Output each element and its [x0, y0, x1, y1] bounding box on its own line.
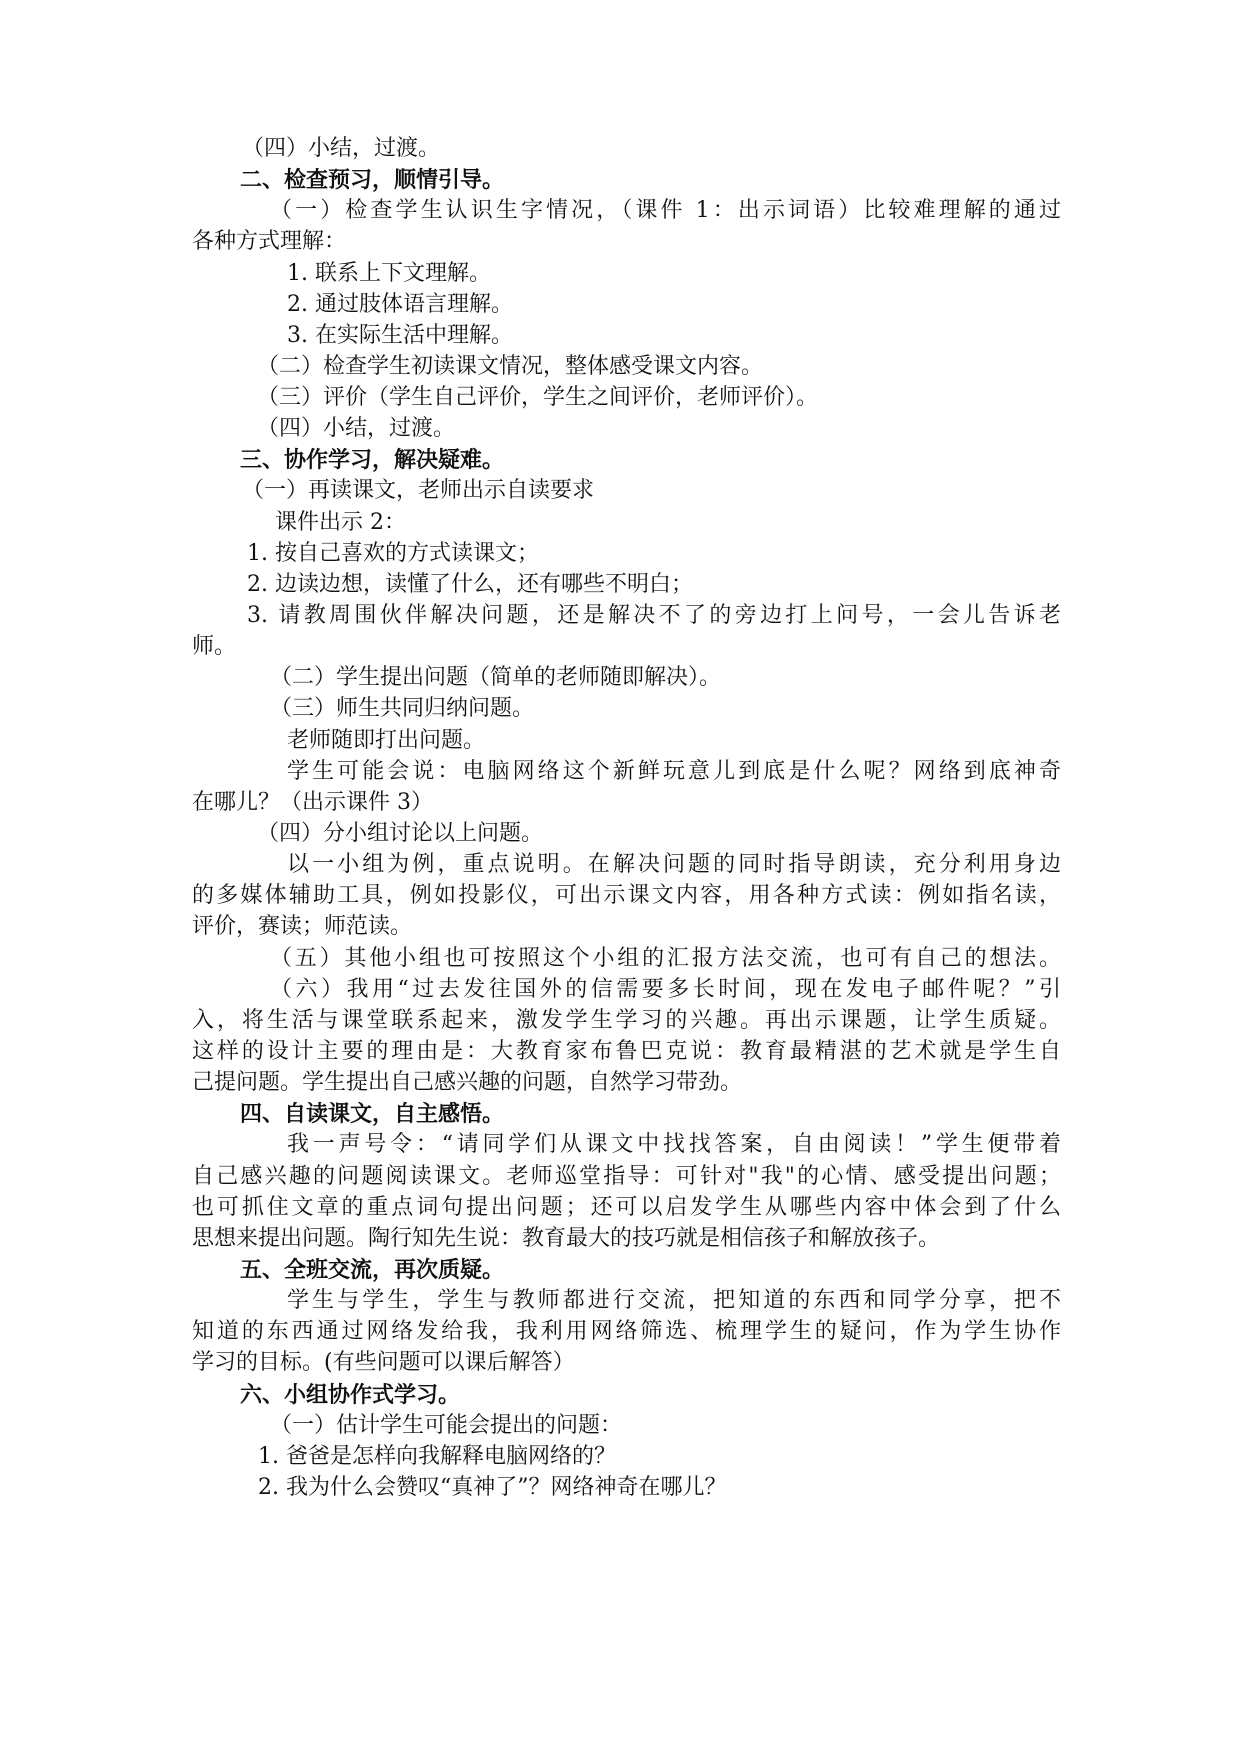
list-item: 1. 爸爸是怎样向我解释电脑网络的？ — [258, 1444, 616, 1469]
text-line: 师。 — [192, 634, 237, 659]
text-line: 学习的目标。(有些问题可以课后解答） — [192, 1350, 575, 1375]
list-item: 2. 我为什么会赞叹“真神了”？网络神奇在哪儿？ — [258, 1475, 727, 1500]
text-line: （一）估计学生可能会提出的问题： — [270, 1413, 623, 1438]
text-line: 评价，赛读；师范读。 — [192, 914, 413, 939]
text-line: （六）我用“过去发往国外的信需要多长时间，现在发电子邮件呢？”引 — [270, 977, 1061, 1002]
text-line: 学生可能会说：电脑网络这个新鲜玩意儿到底是什么呢？网络到底神奇 — [287, 759, 1061, 784]
text-line: 这样的设计主要的理由是：大教育家布鲁巴克说：教育最精湛的艺术就是学生自 — [192, 1039, 1061, 1064]
text-line: 己提问题。学生提出自己感兴趣的问题，自然学习带劲。 — [192, 1070, 743, 1095]
list-item: 1. 联系上下文理解。 — [287, 261, 491, 286]
section-heading: 三、协作学习，解决疑难。 — [240, 447, 505, 473]
list-item: 2. 边读边想，读懂了什么，还有哪些不明白； — [247, 572, 693, 597]
text-line: 在哪儿？（出示课件 3） — [192, 790, 433, 815]
list-item: 3. 请教周围伙伴解决问题，还是解决不了的旁边打上问号，一会儿告诉老 — [247, 603, 1061, 628]
list-item: 1. 按自己喜欢的方式读课文； — [247, 541, 539, 566]
text-line: （五）其他小组也可按照这个小组的汇报方法交流，也可有自己的想法。 — [270, 946, 1061, 971]
text-line: 学生与学生，学生与教师都进行交流，把知道的东西和同学分享，把不 — [287, 1288, 1061, 1313]
text-line: 的多媒体辅助工具，例如投影仪，可出示课文内容，用各种方式读：例如指名读， — [192, 883, 1061, 908]
text-line: 自己感兴趣的问题阅读课文。老师巡堂指导：可针对"我"的心情、感受提出问题； — [192, 1164, 1061, 1189]
text-line: 入，将生活与课堂联系起来，激发学生学习的兴趣。再出示课题，让学生质疑。 — [192, 1008, 1061, 1033]
text-line: 我一声号令：“请同学们从课文中找找答案，自由阅读！”学生便带着 — [287, 1132, 1061, 1157]
text-line: （四）小结，过渡。 — [257, 416, 456, 441]
text-line: 课件出示 2： — [275, 510, 406, 535]
text-line: 老师随即打出问题。 — [287, 728, 486, 753]
section-heading: 六、小组协作式学习。 — [240, 1382, 461, 1408]
list-item: 3. 在实际生活中理解。 — [287, 323, 513, 348]
section-heading: 五、全班交流，再次质疑。 — [240, 1257, 505, 1283]
text-line: （二）学生提出问题（简单的老师随即解决）。 — [270, 665, 722, 690]
text-line: （二）检查学生初读课文情况，整体感受课文内容。 — [257, 354, 764, 379]
text-line: 知道的东西通过网络发给我，我利用网络筛选、梳理学生的疑问，作为学生协作 — [192, 1319, 1061, 1344]
text-line: （三）评价（学生自己评价，学生之间评价，老师评价）。 — [257, 385, 819, 410]
text-line: （一）再读课文，老师出示自读要求 — [242, 478, 595, 503]
section-heading: 二、检查预习，顺情引导。 — [240, 167, 505, 193]
text-line: 以一小组为例，重点说明。在解决问题的同时指导朗读，充分利用身边 — [287, 852, 1061, 877]
text-line: （四）分小组讨论以上问题。 — [257, 821, 544, 846]
section-heading: 四、自读课文，自主感悟。 — [240, 1101, 505, 1127]
list-item: 2. 通过肢体语言理解。 — [287, 292, 513, 317]
text-line: （一）检查学生认识生字情况，（课件 1：出示词语）比较难理解的通过 — [270, 198, 1061, 223]
text-line: 各种方式理解： — [192, 229, 347, 254]
text-line: （三）师生共同归纳问题。 — [270, 696, 535, 721]
text-line: 思想来提出问题。陶行知先生说：教育最大的技巧就是相信孩子和解放孩子。 — [192, 1226, 941, 1251]
text-line: 也可抓住文章的重点词句提出问题；还可以启发学生从哪些内容中体会到了什么 — [192, 1195, 1061, 1220]
text-line: （四）小结，过渡。 — [242, 136, 441, 161]
